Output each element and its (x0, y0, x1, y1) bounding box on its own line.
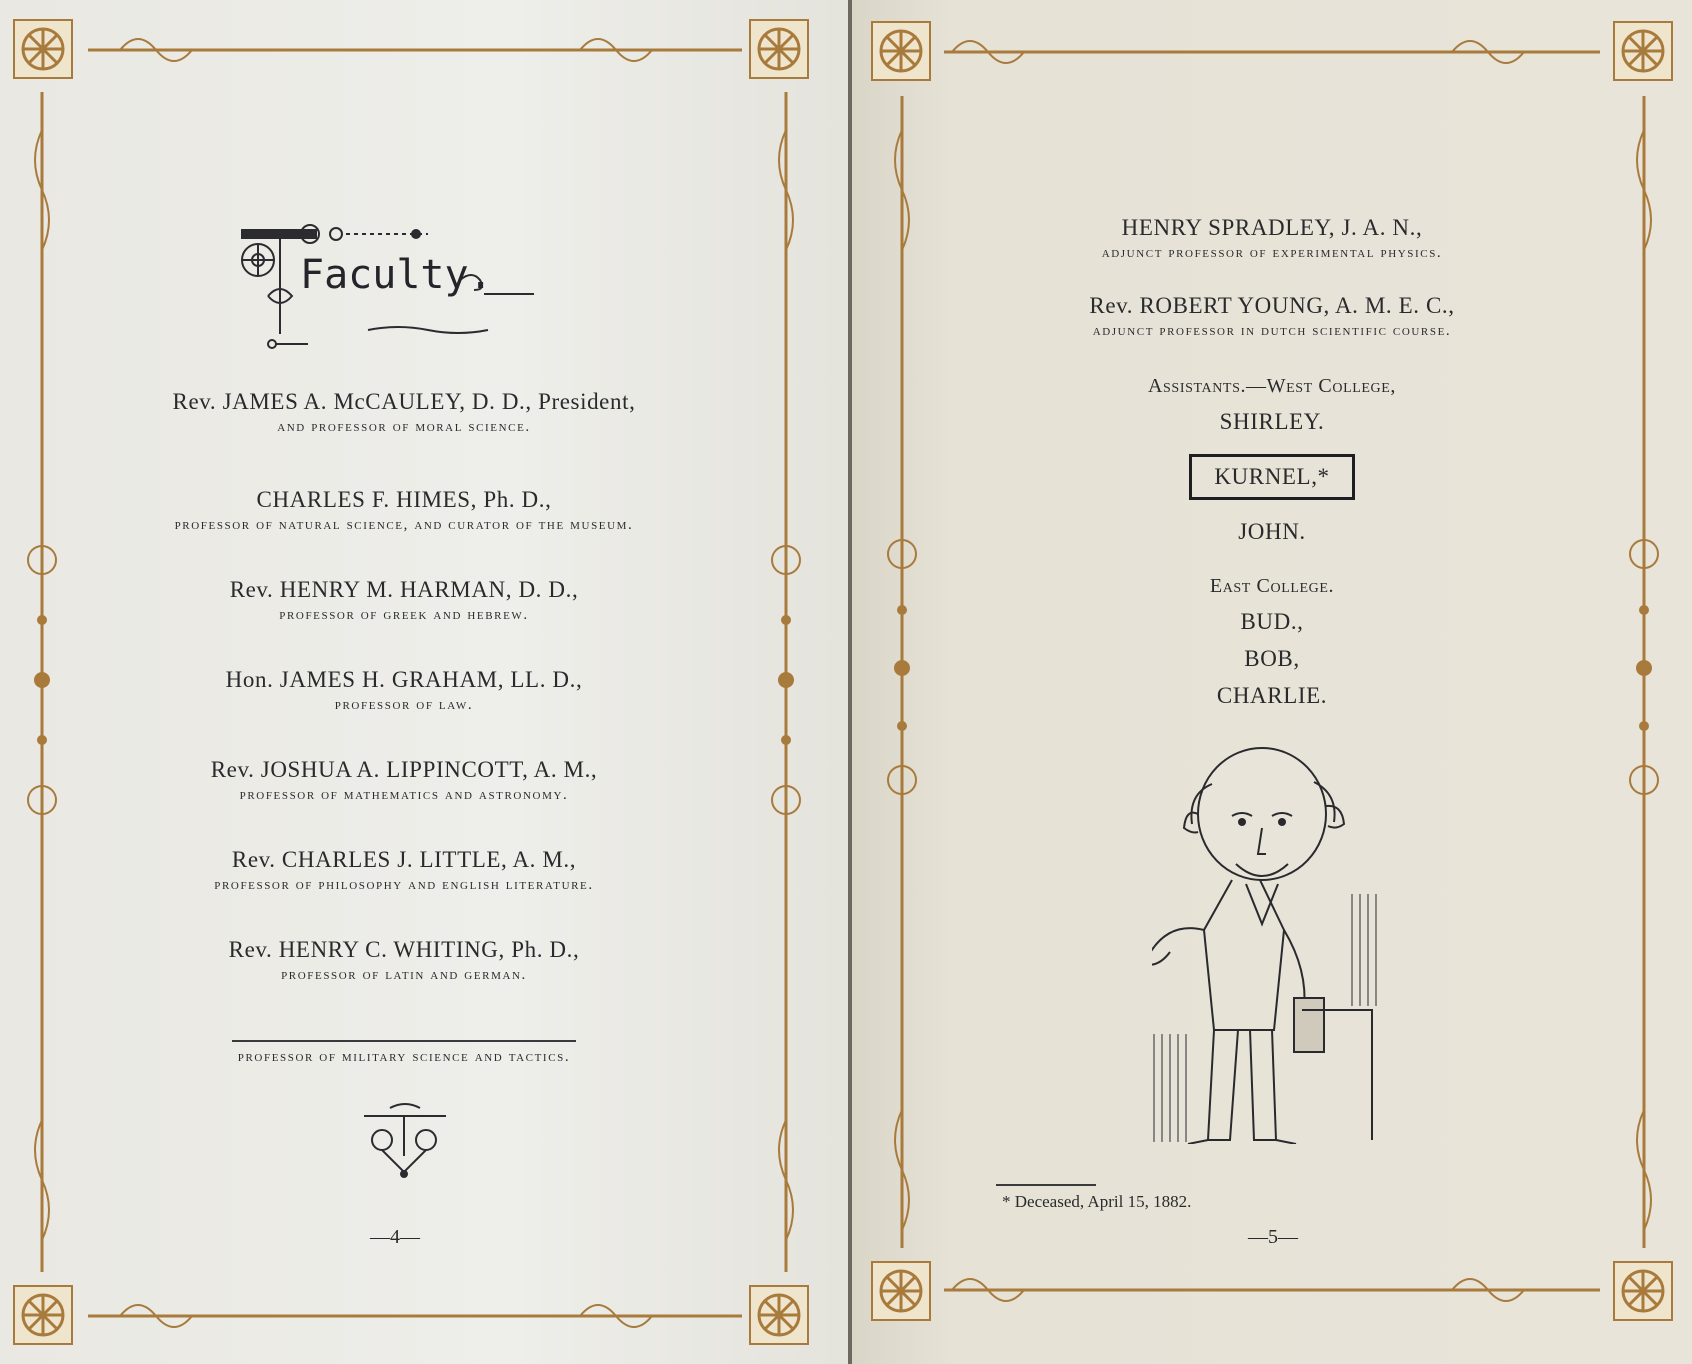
assistant-name-text: CHARLIE. (1216, 683, 1328, 708)
faculty-name: Rev. CHARLES J. LITTLE, A. M., (231, 847, 577, 872)
footnote-rule (996, 1184, 1096, 1186)
assistant-name-text: BUD., (1240, 609, 1304, 634)
assistant-name (852, 608, 1692, 636)
assistants-label: Assistants.—West College, (1148, 375, 1396, 397)
faculty-name: Rev. JAMES A. McCAULEY, D. D., President, (172, 389, 636, 414)
page-number: —4— (370, 1226, 420, 1248)
faculty-title: adjunct professor in dutch scientific course. (1092, 323, 1452, 339)
faculty-title: professor of mathematics and astronomy. (239, 787, 569, 803)
assistant-name-text: BOB, (1244, 646, 1300, 671)
faculty-title: professor of philosophy and english literature. (214, 877, 594, 893)
faculty-entry (0, 486, 808, 536)
faculty-title: professor of greek and hebrew. (279, 607, 529, 623)
faculty-name: Rev. ROBERT YOUNG, A. M. E. C., (1089, 293, 1455, 318)
faculty-heading-text: Faculty. (300, 252, 493, 298)
faculty-name: Rev. HENRY C. WHITING, Ph. D., (228, 937, 580, 962)
faculty-name: Rev. HENRY M. HARMAN, D. D., (229, 577, 579, 602)
faculty-name: Rev. JOSHUA A. LIPPINCOTT, A. M., (210, 757, 598, 782)
assistant-name (852, 682, 1692, 710)
faculty-name: HENRY SPRADLEY, J. A. N., (1121, 215, 1423, 240)
assistant-name-text: SHIRLEY. (1219, 409, 1325, 434)
assistant-name (852, 408, 1692, 436)
vacant-faculty-entry (0, 1046, 808, 1068)
faculty-entry (0, 756, 808, 806)
right-page (852, 0, 1692, 1364)
faculty-entry (0, 846, 808, 896)
faculty-entry (0, 576, 808, 626)
east-college-label (852, 572, 1692, 600)
faculty-name: CHARLES F. HIMES, Ph. D., (256, 487, 552, 512)
assistant-name (852, 645, 1692, 673)
faculty-title: professor of military science and tactics. (237, 1049, 571, 1065)
faculty-title: professor of latin and german. (281, 967, 527, 983)
assistant-name-text: KURNEL,* (1189, 454, 1354, 500)
faculty-entry (0, 936, 808, 986)
faculty-title: professor of law. (334, 697, 474, 713)
vacant-name-rule (232, 1040, 576, 1042)
footnote: * Deceased, April 15, 1882. (1002, 1192, 1192, 1211)
faculty-entry (852, 292, 1692, 342)
assistant-name-boxed (852, 454, 1692, 500)
tailpiece-ornament-icon (360, 1100, 450, 1180)
faculty-entry (0, 666, 808, 716)
east-college-label-text: East College. (1209, 575, 1335, 597)
assistant-name-text: JOHN. (1238, 519, 1306, 544)
page-number: —5— (1248, 1226, 1298, 1248)
faculty-entry (852, 214, 1692, 264)
faculty-title: adjunct professor of experimental physics. (1101, 245, 1443, 261)
faculty-title: and professor of moral science. (277, 419, 531, 435)
faculty-entry (0, 388, 808, 438)
faculty-heading (238, 216, 538, 356)
assistant-name (852, 518, 1692, 546)
assistants-section (852, 372, 1692, 400)
faculty-title: professor of natural science, and curator of the museum. (174, 517, 634, 533)
caricature-illustration (1152, 744, 1392, 1144)
faculty-name: Hon. JAMES H. GRAHAM, LL. D., (225, 667, 583, 692)
